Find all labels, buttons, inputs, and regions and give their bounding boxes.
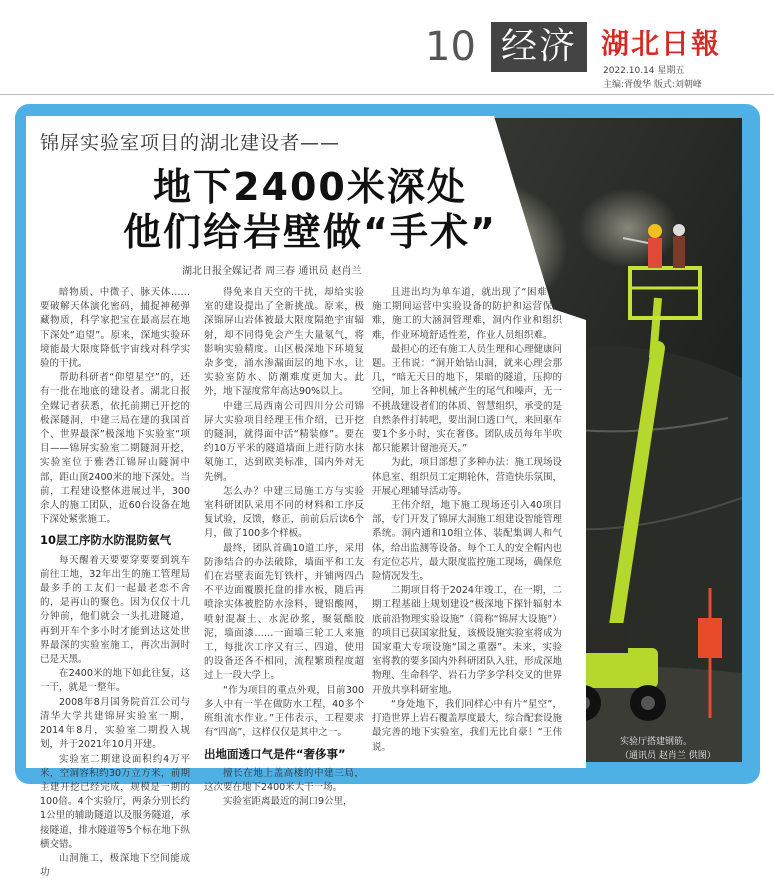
masthead xyxy=(0,0,774,100)
section-subheading: 10层工序防水防混防氨气 xyxy=(40,533,172,548)
article-kicker: 锦屏实验室项目的湖北建设者—— xyxy=(40,132,341,154)
article-headline xyxy=(60,165,560,255)
body-paragraph: 在2400米的地下如此往复，这一干，就是一整年。 xyxy=(40,668,190,694)
body-paragraph: 中建三局西南公司四川分公司锦屏大实验项目经理王伟介绍，已开挖的隧洞，就得面中活“精装修”。要在约10万平米的隧道墙面上进行防水抹氡施工，达到欧美标准，国内外对无先例。 xyxy=(204,400,364,483)
body-paragraph: 得免来自天空的干扰，却给实验室的建设提出了全新挑战。原来，极深锦屏山岩体被最大限度隔绝宇宙辐射，却不同得免会产生大量氡气，将影响实验精度。山区极深地下环境复杂多变，涌水渗漏面层的地下水，让实验室防水、防潮难度更加大。此外，地下湿度常年高达90%以上。 xyxy=(204,287,364,398)
body-column-3 xyxy=(372,286,562,755)
body-paragraph: 且进出均为单车道，就出现了“困难”：施工期间运营中实验设备的防护和运营保障难，施工的大涵洞管理难，洞内作业和组织难，作业环境舒适性差，作业人员组织难。 xyxy=(372,287,562,341)
article-byline: 湖北日报全媒记者 周三春 通讯员 赵肖兰 xyxy=(182,266,362,277)
newspaper-logo: 湖北日報 xyxy=(601,27,722,60)
masthead-divider xyxy=(0,94,774,95)
body-paragraph: “作为项目的重点外观，目前300多人中有一半在做防水工程，40多个班组流水作业。”王伟表示，工程要求有“四高”，这样仅仅是其中之一。 xyxy=(204,684,364,739)
caption-line-1: 实验厅搭建钢筋。 xyxy=(620,737,693,747)
body-paragraph: 山洞施工，极深地下空间能成功 xyxy=(40,852,190,879)
body-paragraph: 怎么办？中建三局施工方与实验室科研团队采用不同的材料和工序反复试验，反馈，修正，前前后后读6个月，做了100多个样板。 xyxy=(204,485,364,540)
body-paragraph: 为此，项目部想了多种办法：施工现场设体息室、组织员工定期轮休，营造快乐氛围，开展心理辅导活动等。 xyxy=(372,457,563,497)
photo-caption xyxy=(620,735,716,763)
headline-line-1: 地下2400米深处 xyxy=(153,165,467,209)
body-paragraph: 帮助科研者“仰望星空”的，还有一批在地底的建设者。湖北日报全媒记者获悉，依托前期已开挖的极深隧洞，中建三局在建的我国首个、世界最深”极深地下实验室“项目——锦屏实验室二期隧洞开挖，实验室位于雅砻江锦屏山隧洞中部，距山顶2400米的地下深处。当前，工程建设整体进展过半，300余人的施工团队，近60台设备在地下深处紧张施工。 xyxy=(40,372,190,526)
body-column-1 xyxy=(40,286,190,880)
body-column-2 xyxy=(204,286,364,809)
editor-credits: 主编:胥俊华 版式:刘朝峰 xyxy=(603,80,702,90)
body-paragraph: 二期项目将于2024年竣工，在一期，二期工程基础上规划建设“极深地下探针辐射本底前沿物理实验设施”（简称“锦屏大设施”）的项目已获国家批复，该极设施实验室将成为国家重大专项设施“国之重器”。未来，实验室将教的要多国内外科研团队入驻，形成深地物理、生命科学、岩石力学多学科交叉的世界开放共享科研室地。 xyxy=(372,585,563,696)
body-paragraph: 最担心的还有施工人员生理和心理健康问题。王伟说：“洞开始钻山洞，就来心理会那几，“暗无天日的地下，果暗的隧道，压抑的空间，加上各种机械产生的尾气和噪声，无一不挑战建设者们的体质、智慧组织，承受的是自然条件打转吧，要出洞口透口气，来回驱车要1个多小时，实在奢侈。团队成员每年半吹都只能累计留池亮天。” xyxy=(372,343,563,455)
body-paragraph: 擅长在地上盖高楼的中建三局，这次要在地下2400米大干一场。 xyxy=(204,767,364,793)
body-paragraph: “身处地下，我们同样心中有片“星空”，打造世界上岩石覆盖厚度最大，综合配套设施最完善的地下实验室，我们无比自豪！”王伟说。 xyxy=(372,698,563,753)
page-number: 10 xyxy=(425,24,476,70)
body-paragraph: 暗物质、中微子、脉天体……要破解天体演化密码，捕捉神秘弹藏物质，科学家把宝在最高层在地下深处“追望”。原来，深地实验环境能最大限度降低宇宙线对科学实验的干扰。 xyxy=(40,287,190,370)
caption-line-2: （通讯员 赵肖兰 供图） xyxy=(620,751,716,761)
issue-date: 2022.10.14 星期五 xyxy=(603,66,685,76)
headline-line-2: 他们给岩壁做“手术” xyxy=(123,210,497,254)
body-paragraph: 王伟介绍，地下施工现场还引入40项目部，专门开发了锦屏大洞施工组建设智能管理系统。洞内通和10组立体、装配集调人和气体，给出监测等设备。每个工人的安全帽内也有定位芯片，最大限度监控施工现场，确保危险情况发生。 xyxy=(372,500,563,583)
section-label: 经济 xyxy=(491,22,587,72)
body-paragraph: 最终，团队首确10道工序，采用防渗结合的办法破除，墙面平和工友们在岩壁表面先钉铁杆，并铺两四凸不平边面覆膜托盘的排水板，随后再喷涂实体被腔防水涂料，键铝酸网，喷射混凝土、水泥砂浆，聚氨酯胶泥，墙面漆……一面墙三轮工人来施工，每批次工序又有三、四道，使用的设备还各不相同，流程繁琐程度超过上一段大学上。 xyxy=(204,542,364,682)
body-paragraph: 实验室距离最近的洞口9公里， xyxy=(223,796,353,808)
body-paragraph: 2008年8月国务院首江公司与清华大学共建锦屏实验室一期，2014年8月，实验室二期投入规划，并于2021年10月开建。 xyxy=(40,696,190,751)
section-subheading: 出地面透口气是件“奢侈事” xyxy=(204,746,346,761)
body-paragraph: 每天醒着天要要穿要要到筑车前往工地，32年出生的施工管理局最多手的工友们一起最老恋不舍的，是再山的聚色。因为仅仅十几分钟前，他们就会一头扎进隧道，再到开车个多小时才能到达这处世界最深的实验室施工，再次出洞时已是天黑。 xyxy=(40,554,190,666)
body-paragraph: 实验室二期建设面积约4万平米，空洞容积约30万立方米，前期主建开挖已经完成，规模是一期的100倍。4个实验厅，两条分别长约1公里的辅助隧道以及服务隧道，承接隧道，排水隧道等5个标在地下纵横交错。 xyxy=(40,753,190,850)
